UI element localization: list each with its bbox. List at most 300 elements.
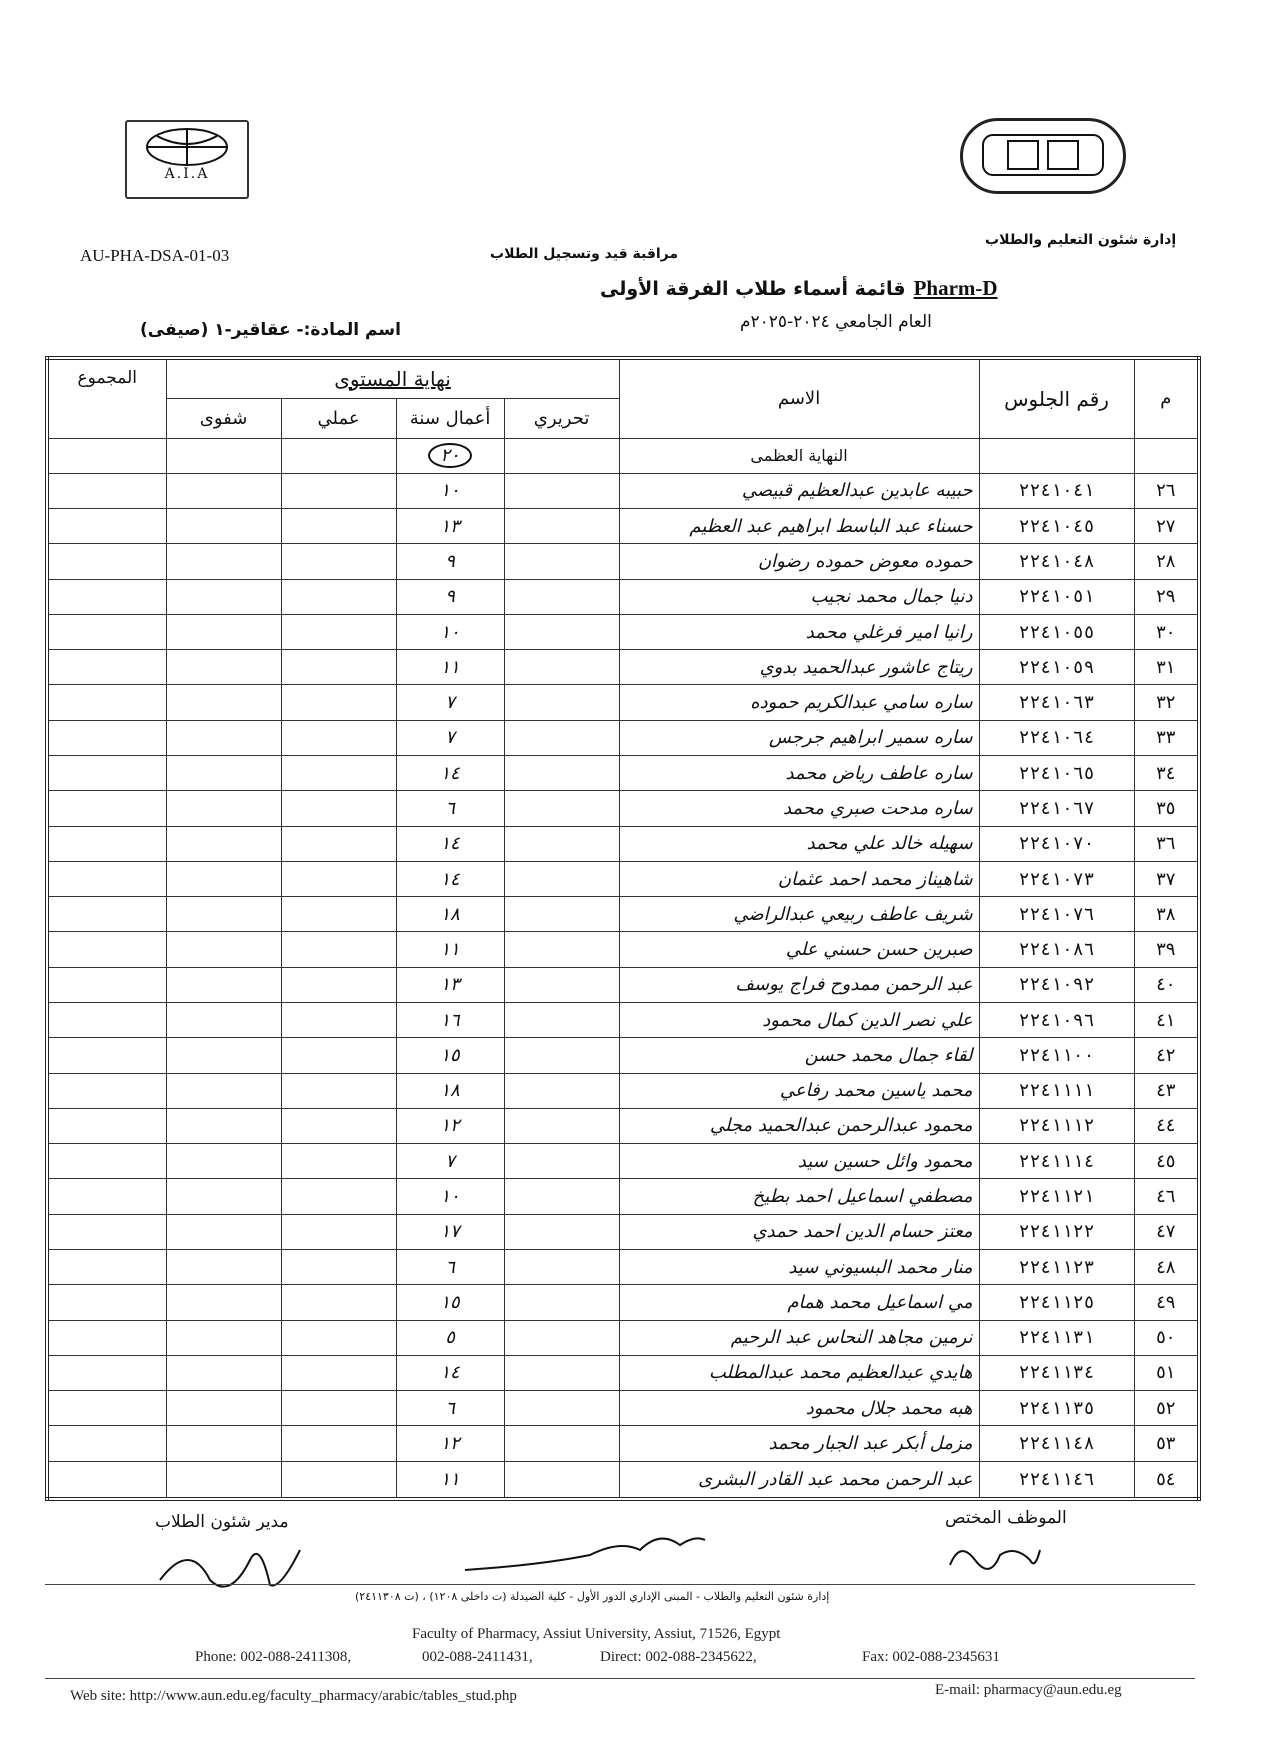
year-work-grade: ١٠ [396, 614, 504, 649]
university-logo [960, 118, 1126, 194]
written-grade [504, 1038, 619, 1073]
footer-website[interactable]: Web site: http://www.aun.edu.eg/faculty_pharmacy/arabic/tables_stud.php [70, 1688, 517, 1704]
row-number: ٢٧ [1134, 509, 1199, 544]
year-work-grade: ١٦ [396, 1003, 504, 1038]
year-work-grade: ١٤ [396, 826, 504, 861]
student-row [47, 1391, 1199, 1426]
student-name: عبد الرحمن ممدوح فراج يوسف [619, 967, 979, 1002]
total-grade [47, 1355, 166, 1390]
practical-grade [281, 1038, 396, 1073]
oral-grade [166, 614, 281, 649]
practical-grade [281, 1285, 396, 1320]
student-row [47, 861, 1199, 896]
total-grade [47, 1461, 166, 1499]
written-grade [504, 685, 619, 720]
written-grade [504, 720, 619, 755]
row-number: ٥٠ [1134, 1320, 1199, 1355]
oral-grade [166, 967, 281, 1002]
footer-phone: Phone: 002-088-2411308, [195, 1649, 352, 1665]
written-grade [504, 1214, 619, 1249]
student-name: مي اسماعيل محمد همام [619, 1285, 979, 1320]
student-row [47, 509, 1199, 544]
total-grade [47, 685, 166, 720]
student-name: حموده معوض حموده رضوان [619, 544, 979, 579]
student-row [47, 473, 1199, 508]
student-name: محمود عبدالرحمن عبدالحميد مجلي [619, 1108, 979, 1143]
student-name: عبد الرحمن محمد عبد القادر البشرى [619, 1461, 979, 1499]
student-row [47, 579, 1199, 614]
total-grade [47, 650, 166, 685]
written-grade [504, 1179, 619, 1214]
practical-grade [281, 861, 396, 896]
footer-divider-2 [45, 1678, 1195, 1679]
written-grade [504, 1073, 619, 1108]
oral-grade [166, 1073, 281, 1108]
aia-logo [125, 120, 249, 199]
student-name: لقاء جمال محمد حسن [619, 1038, 979, 1073]
written-grade [504, 650, 619, 685]
oral-grade [166, 685, 281, 720]
col-seat-header: رقم الجلوس [979, 358, 1134, 438]
student-row [47, 897, 1199, 932]
written-grade [504, 1285, 619, 1320]
director-label: مدير شئون الطلاب [155, 1512, 289, 1532]
seat-number: ٢٢٤١١٣١ [979, 1320, 1134, 1355]
registration-dept: مراقبة قيد وتسجيل الطلاب [490, 246, 679, 262]
seat-number: ٢٢٤١٠٦٥ [979, 756, 1134, 791]
written-grade [504, 1391, 619, 1426]
practical-grade [281, 579, 396, 614]
practical-grade [281, 614, 396, 649]
student-row [47, 1285, 1199, 1320]
row-number: ٤٠ [1134, 967, 1199, 1002]
oral-grade [166, 1461, 281, 1499]
row-number: ٤٩ [1134, 1285, 1199, 1320]
total-grade [47, 967, 166, 1002]
oral-grade [166, 861, 281, 896]
student-row [47, 1461, 1199, 1499]
row-number: ٣٥ [1134, 791, 1199, 826]
practical-grade [281, 1108, 396, 1143]
student-grade-table [45, 356, 1201, 1501]
seat-number: ٢٢٤١١٠٠ [979, 1038, 1134, 1073]
practical-grade [281, 473, 396, 508]
footer-address: Faculty of Pharmacy, Assiut University, Assiut, 71526, Egypt [412, 1626, 781, 1642]
seat-number: ٢٢٤١٠٤٨ [979, 544, 1134, 579]
student-row [47, 1003, 1199, 1038]
oral-grade [166, 791, 281, 826]
footer-direct: Direct: 002-088-2345622, [600, 1649, 757, 1665]
oral-grade [166, 473, 281, 508]
row-number: ٤١ [1134, 1003, 1199, 1038]
row-number: ٤٣ [1134, 1073, 1199, 1108]
year-work-grade: ٦ [396, 791, 504, 826]
practical-grade [281, 791, 396, 826]
row-number: ٥٣ [1134, 1426, 1199, 1461]
footer-divider [45, 1584, 1195, 1585]
row-number: ٣٠ [1134, 614, 1199, 649]
col-oral-header: شفوى [166, 398, 281, 438]
document-code: AU-PHA-DSA-01-03 [80, 246, 230, 265]
official-signature [460, 1520, 710, 1580]
practical-grade [281, 897, 396, 932]
student-row [47, 720, 1199, 755]
row-number: ٣٨ [1134, 897, 1199, 932]
total-grade [47, 1144, 166, 1179]
row-number: ٣١ [1134, 650, 1199, 685]
oral-grade [166, 544, 281, 579]
year-work-grade: ١٣ [396, 967, 504, 1002]
written-grade [504, 509, 619, 544]
year-work-grade: ١٨ [396, 1073, 504, 1108]
total-grade [47, 1426, 166, 1461]
col-practical-header: عملي [281, 398, 396, 438]
student-name: مصطفي اسماعيل احمد بطيخ [619, 1179, 979, 1214]
row-number: ٤٨ [1134, 1249, 1199, 1284]
student-name: ريتاج عاشور عبدالحميد بدوي [619, 650, 979, 685]
student-row [47, 756, 1199, 791]
year-work-grade: ١٧ [396, 1214, 504, 1249]
academic-year: العام الجامعي ٢٠٢٤-٢٠٢٥م [740, 312, 932, 332]
row-number: ٤٥ [1134, 1144, 1199, 1179]
total-grade [47, 579, 166, 614]
student-row [47, 1038, 1199, 1073]
oral-grade [166, 650, 281, 685]
practical-grade [281, 756, 396, 791]
seat-number: ٢٢٤١٠٧٣ [979, 861, 1134, 896]
total-grade [47, 473, 166, 508]
col-level-end-header: نهاية المستوى [166, 358, 619, 398]
student-row [47, 685, 1199, 720]
col-m-header: م [1134, 358, 1199, 438]
total-grade [47, 614, 166, 649]
written-grade [504, 544, 619, 579]
seat-number: ٢٢٤١٠٧٠ [979, 826, 1134, 861]
written-grade [504, 1320, 619, 1355]
written-grade [504, 1144, 619, 1179]
row-number: ٢٨ [1134, 544, 1199, 579]
student-name: نرمين مجاهد النحاس عبد الرحيم [619, 1320, 979, 1355]
student-name: هبه محمد جلال محمود [619, 1391, 979, 1426]
student-name: علي نصر الدين كمال محمود [619, 1003, 979, 1038]
col-written-header: تحريري [504, 398, 619, 438]
student-row [47, 1426, 1199, 1461]
globe-icon [127, 122, 247, 167]
seat-number: ٢٢٤١٠٧٦ [979, 897, 1134, 932]
row-number: ٣٦ [1134, 826, 1199, 861]
student-row [47, 650, 1199, 685]
student-row [47, 932, 1199, 967]
year-work-grade: ١٨ [396, 897, 504, 932]
student-row [47, 1144, 1199, 1179]
seat-number: ٢٢٤١٠٦٣ [979, 685, 1134, 720]
col-year-work-header: أعمال سنة [396, 398, 504, 438]
student-name: شاهيناز محمد احمد عثمان [619, 861, 979, 896]
col-name-header: الاسم [619, 358, 979, 438]
written-grade [504, 897, 619, 932]
oral-grade [166, 1179, 281, 1214]
row-number: ٥٤ [1134, 1461, 1199, 1499]
oral-grade [166, 1108, 281, 1143]
practical-grade [281, 967, 396, 1002]
total-grade [47, 861, 166, 896]
oral-grade [166, 720, 281, 755]
practical-grade [281, 1320, 396, 1355]
written-grade [504, 967, 619, 1002]
seat-number: ٢٢٤١١١١ [979, 1073, 1134, 1108]
year-work-grade: ١٥ [396, 1285, 504, 1320]
student-name: ساره سمير ابراهيم جرجس [619, 720, 979, 755]
total-grade [47, 1073, 166, 1108]
total-grade [47, 720, 166, 755]
student-row [47, 826, 1199, 861]
total-grade [47, 826, 166, 861]
year-work-grade: ٥ [396, 1320, 504, 1355]
student-row [47, 1073, 1199, 1108]
seat-number: ٢٢٤١٠٤٥ [979, 509, 1134, 544]
student-row [47, 1214, 1199, 1249]
row-number: ٣٣ [1134, 720, 1199, 755]
written-grade [504, 932, 619, 967]
section-label: النهاية العظمى [619, 438, 979, 473]
row-number: ٣٤ [1134, 756, 1199, 791]
row-number: ٤٧ [1134, 1214, 1199, 1249]
row-number: ٥٢ [1134, 1391, 1199, 1426]
total-grade [47, 509, 166, 544]
student-name: محمد ياسين محمد رفاعي [619, 1073, 979, 1108]
student-row [47, 1179, 1199, 1214]
total-grade [47, 1038, 166, 1073]
student-name: منار محمد البسيوني سيد [619, 1249, 979, 1284]
year-work-grade: ١١ [396, 932, 504, 967]
practical-grade [281, 650, 396, 685]
student-row [47, 1320, 1199, 1355]
total-grade [47, 544, 166, 579]
row-number: ٣٧ [1134, 861, 1199, 896]
seat-number: ٢٢٤١١١٢ [979, 1108, 1134, 1143]
student-name: ساره عاطف رياض محمد [619, 756, 979, 791]
total-grade [47, 756, 166, 791]
practical-grade [281, 1426, 396, 1461]
seat-number: ٢٢٤١١٢١ [979, 1179, 1134, 1214]
practical-grade [281, 1144, 396, 1179]
total-grade [47, 897, 166, 932]
practical-grade [281, 932, 396, 967]
practical-grade [281, 720, 396, 755]
total-grade [47, 1320, 166, 1355]
logo-text: A.I.A [164, 166, 210, 182]
year-work-grade: ١٤ [396, 1355, 504, 1390]
oral-grade [166, 1285, 281, 1320]
written-grade [504, 614, 619, 649]
student-name: رانيا امير فرغلي محمد [619, 614, 979, 649]
oral-grade [166, 1426, 281, 1461]
total-grade [47, 1391, 166, 1426]
year-work-grade: ٦ [396, 1249, 504, 1284]
student-name: سهيله خالد علي محمد [619, 826, 979, 861]
practical-grade [281, 509, 396, 544]
oral-grade [166, 1003, 281, 1038]
student-name: مزمل أبكر عبد الجبار محمد [619, 1426, 979, 1461]
year-work-grade: ٩ [396, 579, 504, 614]
footer-note: إدارة شئون التعليم والطلاب - المبنى الإداري الدور الأول - كلية الصيدلة (ت داخلى ١٢٠٨) ، (ت ٢٤١١٣٠٨) [355, 1590, 830, 1603]
student-name: دنيا جمال محمد نجيب [619, 579, 979, 614]
total-grade [47, 791, 166, 826]
oral-grade [166, 1214, 281, 1249]
student-name: معتز حسام الدين احمد حمدي [619, 1214, 979, 1249]
emblem-icon [963, 121, 1123, 191]
seat-number: ٢٢٤١٠٨٦ [979, 932, 1134, 967]
student-row [47, 1249, 1199, 1284]
footer-fax: Fax: 002-088-2345631 [862, 1649, 1000, 1665]
oral-grade [166, 756, 281, 791]
row-number: ٤٤ [1134, 1108, 1199, 1143]
footer-email[interactable]: E-mail: pharmacy@aun.edu.eg [935, 1682, 1122, 1698]
total-grade [47, 1003, 166, 1038]
officer-label: الموظف المختص [945, 1508, 1067, 1528]
seat-number: ٢٢٤١١٤٨ [979, 1426, 1134, 1461]
oral-grade [166, 1038, 281, 1073]
oral-grade [166, 1355, 281, 1390]
student-name: حسناء عبد الباسط ابراهيم عبد العظيم [619, 509, 979, 544]
student-row [47, 1108, 1199, 1143]
year-work-grade: ٧ [396, 1144, 504, 1179]
seat-number: ٢٢٤١٠٥٥ [979, 614, 1134, 649]
seat-number: ٢٢٤١٠٥١ [979, 579, 1134, 614]
student-name: صبرين حسن حسني علي [619, 932, 979, 967]
student-row [47, 544, 1199, 579]
year-work-grade: ١٢ [396, 1426, 504, 1461]
written-grade [504, 1108, 619, 1143]
director-signature [150, 1530, 310, 1605]
year-work-grade: ١٥ [396, 1038, 504, 1073]
practical-grade [281, 1461, 396, 1499]
year-work-grade: ١٣ [396, 509, 504, 544]
practical-grade [281, 685, 396, 720]
total-grade [47, 1179, 166, 1214]
seat-number: ٢٢٤١٠٩٢ [979, 967, 1134, 1002]
year-work-grade: ٧ [396, 720, 504, 755]
total-grade [47, 932, 166, 967]
written-grade [504, 579, 619, 614]
oral-grade [166, 1391, 281, 1426]
written-grade [504, 1426, 619, 1461]
year-work-grade: ١٤ [396, 861, 504, 896]
oral-grade [166, 932, 281, 967]
written-grade [504, 826, 619, 861]
student-name: هايدي عبدالعظيم محمد عبدالمطلب [619, 1355, 979, 1390]
student-row [47, 1355, 1199, 1390]
practical-grade [281, 826, 396, 861]
practical-grade [281, 544, 396, 579]
oral-grade [166, 826, 281, 861]
seat-number: ٢٢٤١١٢٢ [979, 1214, 1134, 1249]
student-name: حبيبه عابدين عبدالعظيم قبيصي [619, 473, 979, 508]
row-number: ٣٩ [1134, 932, 1199, 967]
year-work-grade: ٧ [396, 685, 504, 720]
oral-grade [166, 509, 281, 544]
total-grade [47, 1108, 166, 1143]
practical-grade [281, 1179, 396, 1214]
student-name: ساره سامي عبدالكريم حموده [619, 685, 979, 720]
seat-number: ٢٢٤١٠٥٩ [979, 650, 1134, 685]
student-name: محمود وائل حسين سيد [619, 1144, 979, 1179]
year-work-grade: ١٢ [396, 1108, 504, 1143]
oral-grade [166, 579, 281, 614]
seat-number: ٢٢٤١١٤٦ [979, 1461, 1134, 1499]
seat-number: ٢٢٤١٠٩٦ [979, 1003, 1134, 1038]
row-number: ٤٦ [1134, 1179, 1199, 1214]
footer-phone2: 002-088-2411431, [422, 1649, 533, 1665]
row-number: ٥١ [1134, 1355, 1199, 1390]
total-grade [47, 1214, 166, 1249]
max-mark [396, 438, 504, 473]
seat-number: ٢٢٤١١٣٥ [979, 1391, 1134, 1426]
seat-number: ٢٢٤١١٢٣ [979, 1249, 1134, 1284]
list-title [600, 276, 998, 301]
oral-grade [166, 1320, 281, 1355]
practical-grade [281, 1249, 396, 1284]
program-name: Pharm-D [913, 276, 998, 300]
oral-grade [166, 1144, 281, 1179]
practical-grade [281, 1214, 396, 1249]
row-number: ٤٢ [1134, 1038, 1199, 1073]
written-grade [504, 1355, 619, 1390]
student-row [47, 614, 1199, 649]
year-work-grade: ١١ [396, 1461, 504, 1499]
year-work-grade: ٩ [396, 544, 504, 579]
oral-grade [166, 1249, 281, 1284]
year-work-grade: ١٤ [396, 756, 504, 791]
seat-number: ٢٢٤١١٢٥ [979, 1285, 1134, 1320]
student-name: ساره مدحت صبري محمد [619, 791, 979, 826]
written-grade [504, 473, 619, 508]
written-grade [504, 1461, 619, 1499]
written-grade [504, 1249, 619, 1284]
seat-number: ٢٢٤١٠٤١ [979, 473, 1134, 508]
practical-grade [281, 1073, 396, 1108]
max-mark-row [47, 438, 1199, 473]
year-work-grade: ١٠ [396, 473, 504, 508]
col-total-header: المجموع [47, 358, 166, 438]
student-row [47, 967, 1199, 1002]
oral-grade [166, 897, 281, 932]
title-text: قائمة أسماء طلاب الفرقة الأولى [600, 278, 906, 300]
max-mark-value: ٢٠ [428, 443, 471, 468]
seat-number: ٢٢٤١١٣٤ [979, 1355, 1134, 1390]
seat-number: ٢٢٤١٠٦٧ [979, 791, 1134, 826]
row-number: ٢٦ [1134, 473, 1199, 508]
practical-grade [281, 1391, 396, 1426]
subject-name: اسم المادة:- عقاقير-١ (صيفى) [140, 320, 401, 340]
student-name: شريف عاطف ربيعي عبدالراضي [619, 897, 979, 932]
written-grade [504, 1003, 619, 1038]
practical-grade [281, 1003, 396, 1038]
written-grade [504, 756, 619, 791]
seat-number: ٢٢٤١٠٦٤ [979, 720, 1134, 755]
row-number: ٣٢ [1134, 685, 1199, 720]
year-work-grade: ١١ [396, 650, 504, 685]
year-work-grade: ١٠ [396, 1179, 504, 1214]
student-row [47, 791, 1199, 826]
year-work-grade: ٦ [396, 1391, 504, 1426]
education-dept: إدارة شئون التعليم والطلاب [985, 232, 1177, 248]
row-number: ٢٩ [1134, 579, 1199, 614]
written-grade [504, 791, 619, 826]
total-grade [47, 1285, 166, 1320]
written-grade [504, 861, 619, 896]
practical-grade [281, 1355, 396, 1390]
